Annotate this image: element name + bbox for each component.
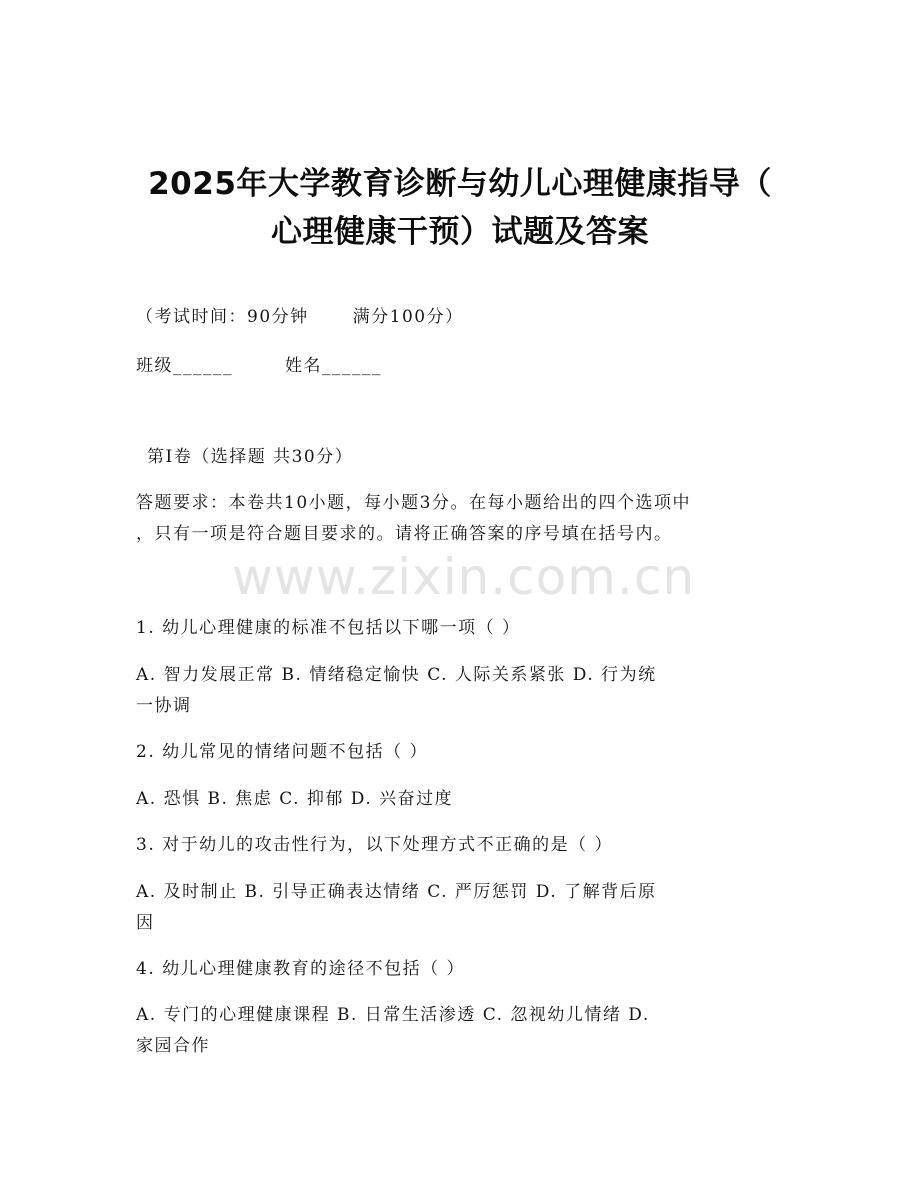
name-field: 姓名______ bbox=[285, 356, 382, 376]
watermark-text: www.zixin.com.cn bbox=[232, 548, 696, 606]
student-fields bbox=[136, 351, 382, 376]
exam-time: （考试时间：90分钟 bbox=[136, 307, 309, 327]
instructions-line-1: 答题要求：本卷共10小题，每小题3分。在每小题给出的四个选项中 bbox=[136, 493, 691, 513]
exam-info bbox=[136, 302, 464, 327]
section-header: 第I卷（选择题 共30分） bbox=[147, 447, 354, 467]
question-1-options-cont: 一协调 bbox=[136, 696, 192, 716]
class-field: 班级______ bbox=[136, 356, 233, 376]
document-title-line-2: 心理健康干预）试题及答案 bbox=[271, 214, 649, 250]
instructions-line-2: ，只有一项是符合题目要求的。请将正确答案的序号填在括号内。 bbox=[136, 524, 673, 544]
question-3-options: A. 及时制止 B. 引导正确表达情绪 C. 严厉惩罚 D. 了解背后原 bbox=[136, 882, 657, 902]
question-2-options: A. 恐惧 B. 焦虑 C. 抑郁 D. 兴奋过度 bbox=[136, 789, 454, 809]
document-title-line-1: 2025年大学教育诊断与幼儿心理健康指导（ bbox=[148, 166, 772, 202]
question-2-stem: 2. 幼儿常见的情绪问题不包括（ ） bbox=[136, 742, 429, 762]
question-1-stem: 1. 幼儿心理健康的标准不包括以下哪一项（ ） bbox=[136, 618, 521, 638]
question-4-options-cont: 家园合作 bbox=[136, 1036, 210, 1056]
question-3-options-cont: 因 bbox=[136, 913, 155, 933]
question-3-stem: 3. 对于幼儿的攻击性行为，以下处理方式不正确的是（ ） bbox=[136, 835, 614, 855]
question-4-options: A. 专门的心理健康课程 B. 日常生活渗透 C. 忽视幼儿情绪 D. bbox=[136, 1005, 650, 1025]
exam-score: 满分100分） bbox=[352, 307, 464, 327]
question-4-stem: 4. 幼儿心理健康教育的途径不包括（ ） bbox=[136, 959, 466, 979]
question-1-options: A. 智力发展正常 B. 情绪稳定愉快 C. 人际关系紧张 D. 行为统 bbox=[136, 665, 657, 685]
